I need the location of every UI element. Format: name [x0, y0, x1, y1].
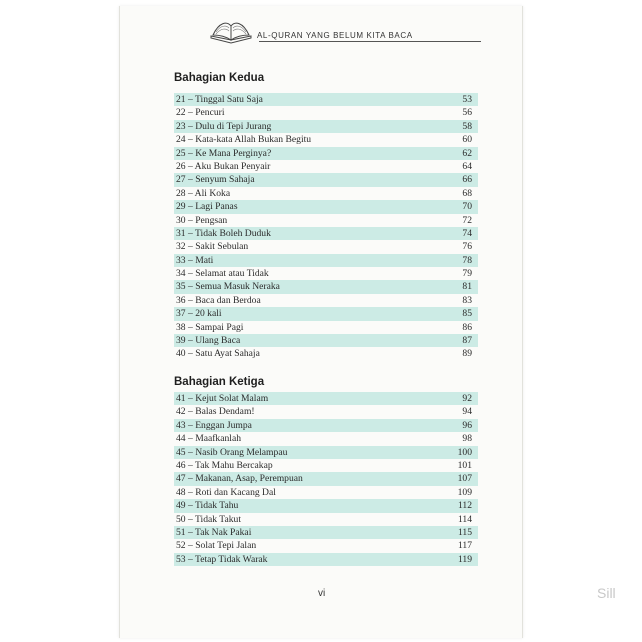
toc-entry-page: 101 [457, 459, 472, 471]
toc-entry-title: 31 – Tidak Boleh Duduk [176, 227, 271, 239]
toc-entry-title: 26 – Aku Bukan Penyair [176, 160, 271, 172]
toc-entry-page: 100 [457, 446, 472, 458]
page-number: vi [318, 588, 326, 599]
toc-entry-title: 37 – 20 kali [176, 308, 222, 320]
toc-entry-page: 86 [462, 321, 472, 333]
toc-entry-title: 52 – Solat Tepi Jalan [176, 540, 257, 552]
toc-entry [174, 280, 478, 293]
toc-entry-title: 23 – Dulu di Tepi Jurang [176, 120, 272, 132]
toc-entry-title: 45 – Nasib Orang Melampau [176, 446, 288, 458]
toc-entry-page: 87 [462, 335, 472, 347]
toc-entry-title: 38 – Sampai Pagi [176, 321, 244, 333]
toc-entry-page: 109 [457, 486, 472, 498]
toc-entry-page: 72 [462, 214, 472, 226]
toc-entry [174, 405, 478, 418]
toc-entry [174, 187, 478, 200]
toc-entry-title: 43 – Enggan Jumpa [176, 419, 252, 431]
toc-entry [174, 526, 478, 539]
toc-entry-title: 36 – Baca dan Berdoa [176, 294, 261, 306]
toc-entry [174, 106, 478, 119]
toc-entry [174, 200, 478, 213]
toc-entry-page: 74 [462, 227, 472, 239]
toc-entry-page: 56 [462, 107, 472, 119]
toc-entry-title: 24 – Kata-kata Allah Bukan Begitu [176, 134, 312, 146]
toc-entry-title: 34 – Selamat atau Tidak [176, 268, 269, 280]
toc-entry-page: 85 [462, 308, 472, 320]
toc-entry [174, 553, 478, 566]
toc-entry-page: 83 [462, 294, 472, 306]
toc-entry [174, 472, 478, 485]
toc-entry-page: 76 [462, 241, 472, 253]
toc-entry-page: 117 [457, 540, 472, 552]
toc-entry [174, 499, 478, 512]
toc-entry-title: 21 – Tinggal Satu Saja [176, 94, 263, 105]
section-title-ketiga: Bahagian Ketiga [174, 376, 265, 388]
toc-entry-title: 30 – Pengsan [176, 214, 228, 226]
toc-entry [174, 459, 478, 472]
toc-entry [174, 93, 478, 106]
toc-entry-title: 42 – Balas Dendam! [176, 406, 255, 418]
toc-entry-title: 48 – Roti dan Kacang Dal [176, 486, 276, 498]
toc-entry-title: 33 – Mati [176, 254, 214, 266]
toc-entry [174, 347, 478, 360]
toc-entry-page: 62 [462, 147, 472, 159]
toc-entry [174, 120, 478, 133]
toc-entry-page: 96 [462, 419, 472, 431]
toc-entry [174, 446, 478, 459]
toc-entry [174, 432, 478, 445]
toc-entry [174, 227, 478, 240]
toc-entry-title: 29 – Lagi Panas [176, 201, 238, 213]
toc-entry-title: 39 – Ulang Baca [176, 335, 241, 347]
toc-entry-title: 35 – Semua Masuk Neraka [176, 281, 280, 293]
toc-entry-page: 53 [462, 94, 472, 105]
toc-entry-page: 119 [457, 553, 472, 565]
toc-entry [174, 513, 478, 526]
toc-entry-page: 70 [462, 201, 472, 213]
toc-list-ketiga [174, 392, 478, 566]
toc-entry [174, 214, 478, 227]
header-rule [259, 41, 481, 42]
toc-entry [174, 539, 478, 552]
toc-entry-title: 49 – Tidak Tahu [176, 500, 239, 512]
toc-entry-page: 58 [462, 120, 472, 132]
toc-entry-page: 107 [457, 473, 472, 485]
toc-entry-title: 25 – Ke Mana Perginya? [176, 147, 272, 159]
toc-entry [174, 419, 478, 432]
toc-entry-page: 64 [462, 160, 472, 172]
toc-entry-title: 27 – Senyum Sahaja [176, 174, 255, 186]
toc-entry-page: 115 [457, 526, 472, 538]
toc-entry-title: 41 – Kejut Solat Malam [176, 393, 269, 404]
toc-list-kedua [174, 93, 478, 361]
toc-entry [174, 486, 478, 499]
toc-entry-page: 60 [462, 134, 472, 146]
watermark: Sill [597, 585, 616, 601]
toc-entry-title: 46 – Tak Mahu Bercakap [176, 459, 273, 471]
toc-entry [174, 254, 478, 267]
toc-entry [174, 240, 478, 253]
toc-entry-page: 112 [457, 500, 472, 512]
toc-entry-title: 51 – Tak Nak Pakai [176, 526, 252, 538]
toc-entry [174, 392, 478, 405]
toc-entry-title: 44 – Maafkanlah [176, 433, 242, 445]
toc-entry-title: 22 – Pencuri [176, 107, 225, 119]
toc-entry-page: 94 [462, 406, 472, 418]
toc-entry-title: 53 – Tetap Tidak Warak [176, 553, 268, 565]
open-quran-book-icon [207, 16, 259, 44]
toc-entry-page: 89 [462, 348, 472, 360]
toc-entry [174, 267, 478, 280]
toc-entry [174, 160, 478, 173]
toc-entry [174, 294, 478, 307]
toc-entry-title: 40 – Satu Ayat Sahaja [176, 348, 260, 360]
toc-entry-page: 66 [462, 174, 472, 186]
toc-entry [174, 307, 478, 320]
toc-entry-title: 32 – Sakit Sebulan [176, 241, 249, 253]
toc-entry [174, 334, 478, 347]
toc-entry-page: 92 [462, 393, 472, 404]
section-title-kedua: Bahagian Kedua [174, 72, 265, 84]
toc-entry-title: 28 – Ali Koka [176, 187, 231, 199]
running-header [207, 14, 481, 44]
toc-entry [174, 147, 478, 160]
toc-entry-title: 50 – Tidak Takut [176, 513, 241, 525]
header-title: AL-QURAN YANG BELUM KITA BACA [257, 31, 413, 40]
toc-entry-title: 47 – Makanan, Asap, Perempuan [176, 473, 303, 485]
toc-entry [174, 321, 478, 334]
toc-entry-page: 98 [462, 433, 472, 445]
toc-entry [174, 173, 478, 186]
toc-entry [174, 133, 478, 146]
toc-entry-page: 78 [462, 254, 472, 266]
toc-entry-page: 114 [457, 513, 472, 525]
toc-entry-page: 79 [462, 268, 472, 280]
toc-entry-page: 68 [462, 187, 472, 199]
toc-entry-page: 81 [462, 281, 472, 293]
